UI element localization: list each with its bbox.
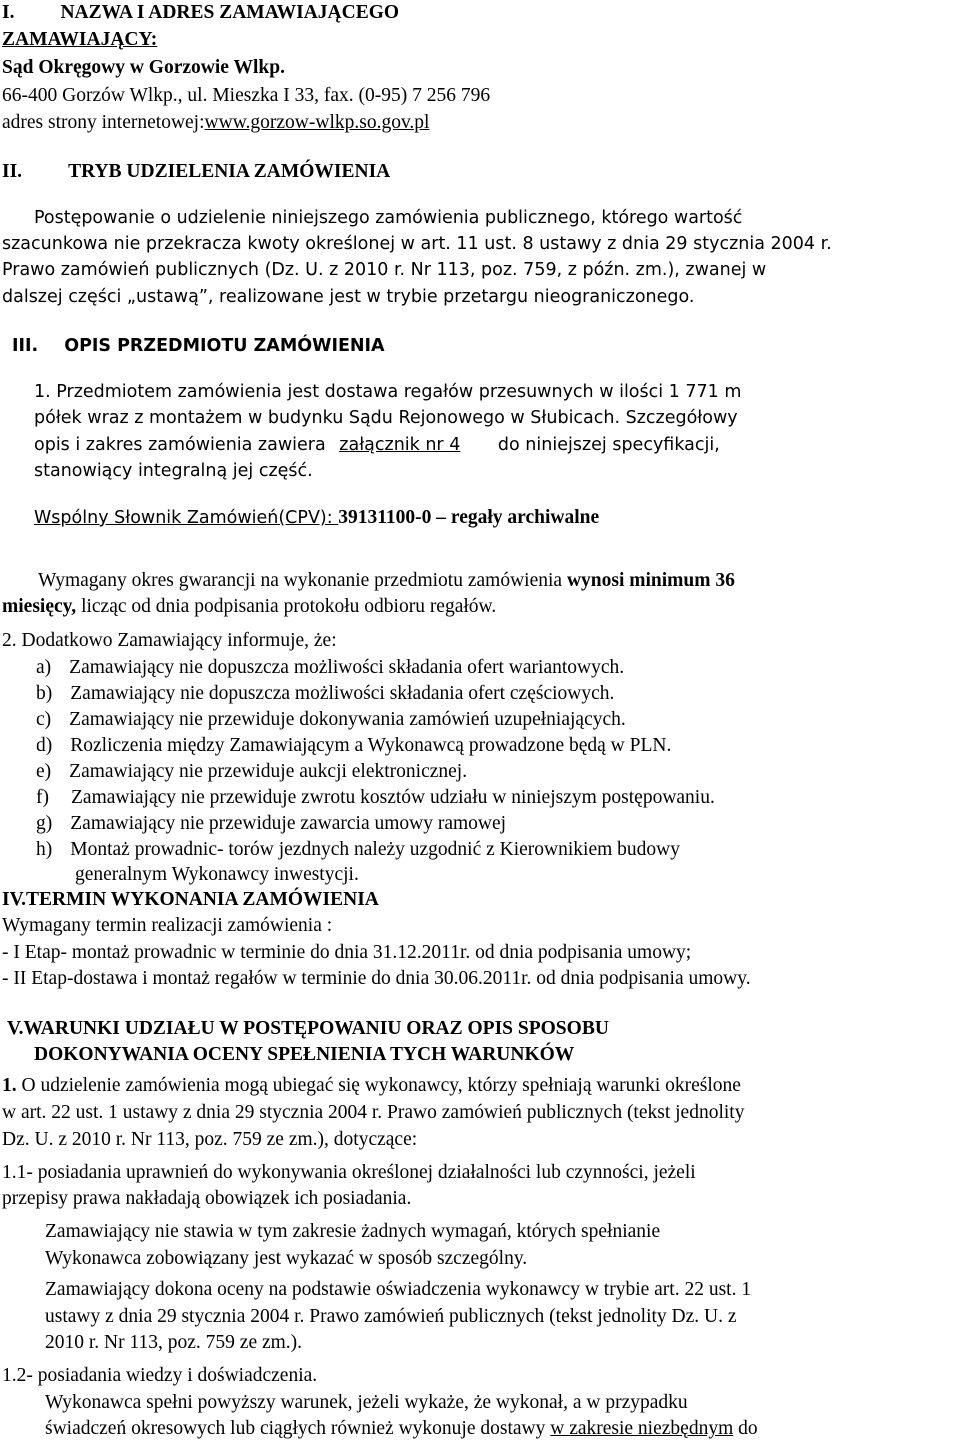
- sec5-p12a-line-2: [45, 1416, 758, 1442]
- list-item-continuation: generalnym Wykonawcy inwestycji.: [75, 864, 359, 885]
- item-text: Zamawiający nie przewiduje zawarcia umowy ramowej: [70, 813, 507, 834]
- section-number: I.: [2, 2, 15, 23]
- item-key: a): [36, 657, 52, 678]
- text: opis i zakres zamówienia zawiera: [34, 435, 326, 455]
- website-label: adres strony internetowej:: [2, 112, 205, 133]
- sec3-p1-line-3: [34, 432, 720, 458]
- sec5-p11b-line-3: 2010 r. Nr 113, poz. 759 ze zm.).: [45, 1332, 303, 1353]
- item-text: Zamawiający nie przewiduje aukcji elektronicznej.: [69, 761, 468, 782]
- cpv-label: Wspólny Słownik Zamówień(CPV):: [34, 508, 339, 528]
- text: licząc od dnia podpisania protokołu odbioru regałów.: [81, 596, 497, 617]
- item-key: c): [36, 709, 52, 730]
- sec2-line-1: [34, 205, 958, 231]
- item-text: Montaż prowadnic- torów jezdnych należy uzgodnić z Kierownikiem budowy: [70, 839, 680, 860]
- item-text: Rozliczenia między Zamawiającym a Wykonawcą prowadzone będą w PLN.: [70, 735, 672, 756]
- section-number: II.: [2, 161, 23, 182]
- website-link[interactable]: www.gorzow-wlkp.so.gov.pl: [204, 112, 430, 133]
- term-intro: Wymagany termin realizacji zamówienia :: [2, 915, 333, 936]
- paragraph-number: 1.: [2, 1075, 17, 1096]
- sec2-line-2: szacunkowa nie przekracza kwoty określonej w art. 11 ust. 8 ustawy z dnia 29 stycznia 2004 r.: [2, 234, 832, 254]
- item-key: d): [36, 735, 53, 756]
- section-4-heading: [2, 887, 379, 913]
- item-text: Zamawiający nie dopuszcza możliwości składania ofert częściowych.: [70, 683, 615, 704]
- sec5-p11b-line-2: ustawy z dnia 29 stycznia 2004 r. Prawo zamówień publicznych (tekst jednolity Dz. U. z: [45, 1306, 737, 1327]
- warranty-line-2: [2, 594, 496, 620]
- section-title: NAZWA I ADRES ZAMAWIAJĄCEGO: [60, 2, 400, 23]
- text: do niniejszej specyfikacji,: [497, 435, 720, 455]
- list-item: [36, 811, 506, 837]
- underlined-phrase: w zakresie niezbędnym: [550, 1418, 734, 1439]
- item-text: Zamawiający nie przewiduje dokonywania zamówień uzupełniających.: [69, 709, 626, 730]
- sec2-line-3: Prawo zamówień publicznych (Dz. U. z 2010 r. Nr 113, poz. 759, z późn. zm.), zwanej w: [2, 260, 767, 280]
- sec5-p1-line-3: Dz. U. z 2010 r. Nr 113, poz. 759 ze zm.), dotyczące:: [2, 1129, 418, 1150]
- text: do: [738, 1418, 758, 1439]
- warranty-unit: miesięcy,: [2, 596, 77, 617]
- sec2-line-4: dalszej części „ustawą”, realizowane jest w trybie przetargu nieograniczonego.: [2, 287, 695, 307]
- item-text: Zamawiający nie przewiduje zwrotu kosztów udziału w niniejszym postępowaniu.: [71, 787, 715, 808]
- text: świadczeń okresowych lub ciągłych również wykonuje dostawy: [45, 1418, 546, 1439]
- sec3-p2-intro: 2. Dodatkowo Zamawiający informuje, że:: [2, 630, 337, 651]
- sec5-p11-line-1: 1.1- posiadania uprawnień do wykonywania określonej działalności lub czynności, jeżeli: [2, 1162, 696, 1183]
- authority-address: 66-400 Gorzów Wlkp., ul. Mieszka I 33, fax. (0-95) 7 256 796: [2, 85, 491, 106]
- text: Wymagany okres gwarancji na wykonanie przedmiotu zamówienia: [38, 570, 563, 591]
- item-key: b): [36, 683, 53, 704]
- list-item: [36, 785, 715, 811]
- section-title: OPIS PRZEDMIOTU ZAMÓWIENIA: [64, 336, 385, 356]
- cpv-value: 39131100-0 – regały archiwalne: [338, 507, 600, 528]
- list-item: [36, 707, 626, 733]
- authority-website: [2, 110, 429, 136]
- item-text: Zamawiający nie dopuszcza możliwości składania ofert wariantowych.: [69, 657, 625, 678]
- sec3-p1-line-1: 1. Przedmiotem zamówienia jest dostawa regałów przesuwnych w ilości 1 771 m: [34, 382, 742, 402]
- sec5-p11-line-2: przepisy prawa nakładają obowiązek ich posiadania.: [2, 1188, 412, 1209]
- attachment-reference: załącznik nr 4: [339, 435, 461, 455]
- sec5-p11a-line-1: Zamawiający nie stawia w tym zakresie żadnych wymagań, których spełnianie: [45, 1221, 661, 1242]
- section-number: IV.: [2, 889, 27, 910]
- section-title: TRYB UDZIELENIA ZAMÓWIENIA: [68, 161, 391, 182]
- sec3-p1-line-2: półek wraz z montażem w budynku Sądu Rejonowego w Słubicach. Szczegółowy: [34, 408, 738, 428]
- sec5-p11a-line-2: Wykonawca zobowiązany jest wykazać w sposób szczególny.: [45, 1248, 528, 1269]
- sec5-p12a-line-1: Wykonawca spełni powyższy warunek, jeżeli wykaże, że wykonał, a w przypadku: [45, 1392, 688, 1413]
- warranty-line-1: [38, 568, 735, 594]
- section-title: TERMIN WYKONANIA ZAMÓWIENIA: [26, 889, 379, 910]
- section-3-heading: [12, 333, 385, 359]
- section-1-heading: [2, 0, 399, 26]
- section-5-heading-line-2: DOKONYWANIA OCENY SPEŁNIENIA TYCH WARUNKÓW: [34, 1044, 575, 1065]
- sec5-p11b-line-1: Zamawiający dokona oceny na podstawie oświadczenia wykonawcy w trybie art. 22 ust. 1: [45, 1279, 752, 1300]
- text: Postępowanie o udzielenie niniejszego zamówienia publicznego, którego wartość: [34, 208, 743, 228]
- authority-name: Sąd Okręgowy w Gorzowie Wlkp.: [2, 57, 285, 78]
- sec3-p1-line-4: stanowiący integralną jej część.: [34, 461, 313, 481]
- stage-2: - II Etap-dostawa i montaż regałów w terminie do dnia 30.06.2011r. od dnia podpisania umowy.: [2, 968, 751, 989]
- list-item: [36, 733, 671, 759]
- section-number: III.: [12, 336, 39, 356]
- list-item: [36, 681, 614, 707]
- list-item: [36, 655, 624, 681]
- list-item: [36, 759, 467, 785]
- text: O udzielenie zamówienia mogą ubiegać się wykonawcy, którzy spełniają warunki określone: [21, 1075, 741, 1096]
- stage-1: - I Etap- montaż prowadnic w terminie do dnia 31.12.2011r. od dnia podpisania umowy;: [2, 942, 692, 963]
- sec5-p1-line-2: w art. 22 ust. 1 ustawy z dnia 29 stycznia 2004 r. Prawo zamówień publicznych (tekst jednolity: [2, 1102, 745, 1123]
- cpv-code: [34, 505, 599, 531]
- item-key: e): [36, 761, 52, 782]
- item-key: g): [36, 813, 53, 834]
- sec5-p12: 1.2- posiadania wiedzy i doświadczenia.: [2, 1365, 318, 1386]
- sec5-p1-line-1: [2, 1073, 741, 1099]
- item-key: h): [36, 839, 53, 860]
- warranty-minimum: wynosi minimum 36: [566, 570, 735, 591]
- item-key: f): [36, 787, 49, 808]
- list-item: [36, 837, 680, 863]
- section-5-heading-line-1: V.WARUNKI UDZIAŁU W POSTĘPOWANIU ORAZ OPIS SPOSOBU: [7, 1018, 609, 1039]
- section-2-heading: [2, 159, 390, 185]
- contracting-authority-label: ZAMAWIAJĄCY:: [2, 29, 158, 50]
